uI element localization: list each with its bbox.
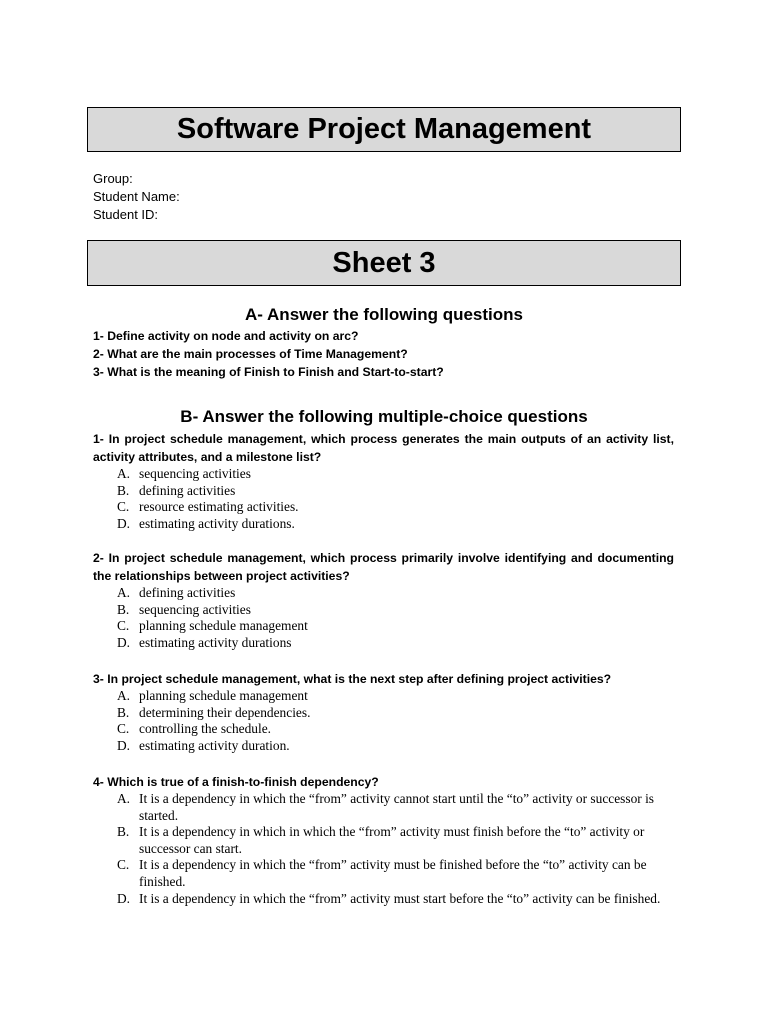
option-letter: B. — [117, 601, 130, 617]
option-letter: C. — [117, 618, 130, 634]
option-text: It is a dependency in which in which the “from” activity must finish before the “to” activity or successor can start. — [139, 824, 645, 856]
sheet-title: Sheet 3 — [332, 246, 436, 279]
option-letter: D. — [117, 890, 131, 906]
mcq-3-options — [93, 688, 674, 754]
mcq-3 — [93, 670, 674, 754]
option-text: It is a dependency in which the “from” activity must be finished before the “to” activity can be finished. — [139, 857, 647, 889]
section-b-heading: B- Answer the following multiple-choice questions — [180, 407, 588, 426]
mcq-2-option-d — [93, 635, 674, 652]
option-letter: C. — [117, 721, 130, 737]
mcq-2 — [93, 549, 674, 651]
section-a-heading: A- Answer the following questions — [245, 305, 523, 324]
option-text: estimating activity duration. — [139, 737, 290, 753]
option-letter: D. — [117, 634, 131, 650]
option-text: determining their dependencies. — [139, 704, 311, 720]
mcq-1-stem: 1- In project schedule management, which process generates the main outputs of an activity list, activity attributes, and a milestone list? — [93, 432, 674, 464]
mcq-2-stem: 2- In project schedule management, which process primarily involve identifying and documenting the relationships between project activities? — [93, 551, 674, 583]
option-text: defining activities — [139, 585, 236, 600]
student-info — [93, 170, 180, 224]
mcq-3-option-b — [93, 705, 674, 722]
option-letter: C. — [117, 499, 130, 515]
question-a-1: 1- Define activity on node and activity on arc? — [93, 329, 359, 343]
mcq-4 — [93, 773, 674, 907]
section-a-questions — [93, 327, 675, 381]
option-letter: B. — [117, 704, 130, 720]
mcq-1-option-a — [93, 466, 674, 483]
mcq-1-option-b — [93, 483, 674, 500]
mcq-3-option-d — [93, 738, 674, 755]
mcq-2-options — [93, 585, 674, 651]
option-text: controlling the schedule. — [139, 721, 272, 737]
option-text: resource estimating activities. — [139, 499, 299, 515]
option-text: defining activities — [139, 482, 236, 498]
mcq-1-option-d — [93, 516, 674, 533]
mcq-4-option-d — [93, 891, 674, 908]
option-text: It is a dependency in which the “from” activity must start before the “to” activity can be finished. — [139, 890, 661, 906]
question-a-2: 2- What are the main processes of Time Management? — [93, 347, 408, 361]
mcq-3-stem: 3- In project schedule management, what is the next step after defining project activities? — [93, 672, 612, 686]
question-a-3: 3- What is the meaning of Finish to Finish and Start-to-start? — [93, 365, 444, 379]
option-text: It is a dependency in which the “from” activity cannot start until the “to” activity or successor is started. — [139, 791, 655, 823]
mcq-1 — [93, 430, 674, 532]
mcq-2-option-c — [93, 618, 674, 635]
document-title: Software Project Management — [176, 113, 592, 145]
document-title-box — [87, 107, 681, 152]
option-letter: A. — [117, 688, 131, 703]
option-letter: B. — [117, 824, 130, 840]
option-letter: A. — [117, 791, 131, 806]
mcq-4-option-b — [93, 824, 674, 857]
sheet-title-box — [87, 240, 681, 286]
option-text: planning schedule management — [139, 618, 308, 634]
option-text: estimating activity durations. — [139, 515, 295, 531]
mcq-2-option-b — [93, 602, 674, 619]
option-letter: D. — [117, 515, 131, 531]
option-letter: B. — [117, 482, 130, 498]
mcq-4-options — [93, 791, 674, 907]
option-text: planning schedule management — [139, 688, 308, 703]
mcq-4-option-c — [93, 857, 674, 890]
mcq-3-option-c — [93, 721, 674, 738]
student-id-label: Student ID: — [93, 207, 159, 222]
option-text: sequencing activities — [139, 601, 251, 617]
option-letter: A. — [117, 466, 131, 481]
student-name-label: Student Name: — [93, 189, 180, 204]
option-letter: A. — [117, 585, 131, 600]
option-text: estimating activity durations — [139, 634, 292, 650]
group-label: Group: — [93, 171, 133, 186]
mcq-4-option-a — [93, 791, 674, 824]
mcq-1-options — [93, 466, 674, 532]
option-text: sequencing activities — [139, 466, 251, 481]
mcq-2-option-a — [93, 585, 674, 602]
mcq-4-stem: 4- Which is true of a finish-to-finish dependency? — [93, 775, 379, 789]
mcq-3-option-a — [93, 688, 674, 705]
option-letter: C. — [117, 857, 130, 873]
option-letter: D. — [117, 737, 131, 753]
mcq-1-option-c — [93, 499, 674, 516]
